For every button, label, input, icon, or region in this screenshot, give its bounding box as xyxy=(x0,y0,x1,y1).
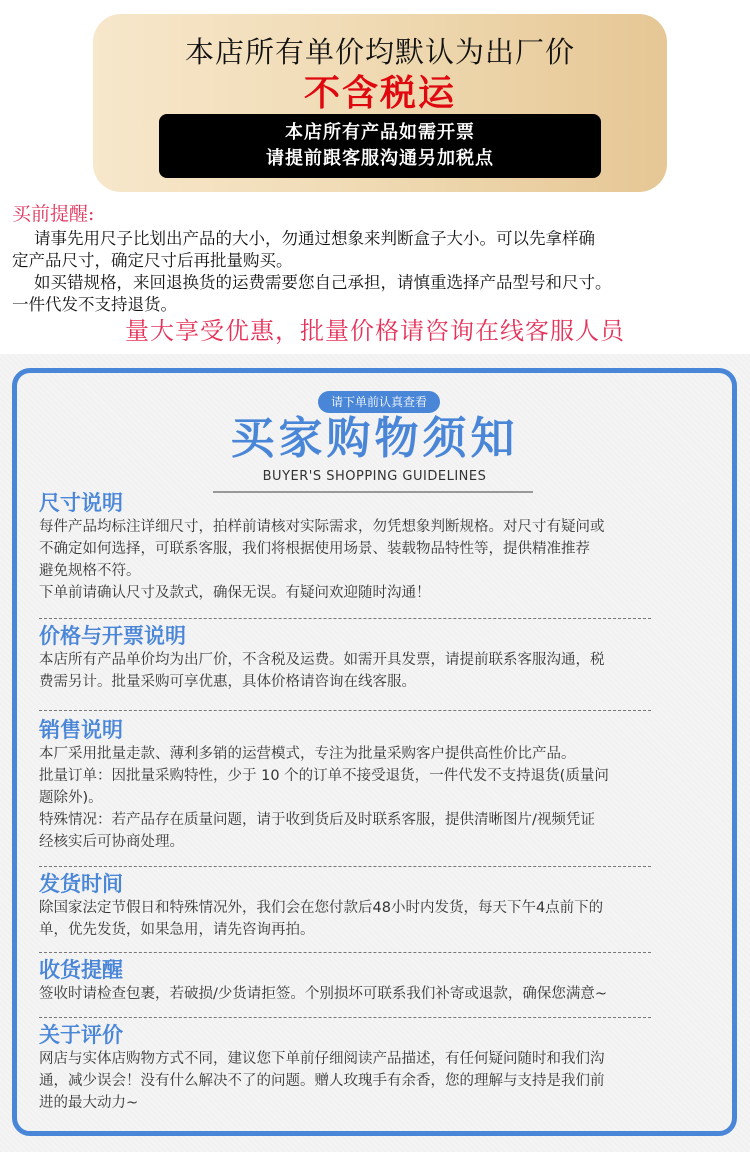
invoice-notice-box xyxy=(159,114,601,178)
section-title: 发货时间 xyxy=(39,872,123,896)
section-shipping-time xyxy=(39,871,729,941)
section-divider xyxy=(39,952,651,953)
read-before-order-pill: 请下单前认真查看 xyxy=(318,391,440,413)
section-line: 特殊情况：若产品存在质量问题，请于收到货后及时联系客服，提供清晰图片/视频凭证 xyxy=(39,812,595,828)
guidelines-subtitle: BUYER'S SHOPPING GUIDELINES xyxy=(262,469,487,484)
section-title: 尺寸说明 xyxy=(39,491,123,515)
section-receipt-reminder xyxy=(39,957,729,1005)
section-line: 经核实后可协商处理。 xyxy=(39,834,184,850)
section-line: 本厂采用批量走款、薄利多销的运营模式，专注为批量采购客户提供高性价比产品。 xyxy=(39,746,576,762)
reminder-text: 一件代发不支持退货。 xyxy=(12,295,177,314)
section-body xyxy=(39,516,729,604)
banner-headline: 本店所有单价均默认为出厂价 xyxy=(184,35,575,69)
section-body xyxy=(39,983,729,1005)
section-line: 每件产品均标注详细尺寸，拍样前请核对实际需求，勿凭想象判断规格。对尺寸有疑问或 xyxy=(39,519,605,535)
banner-tax-notice: 不含税运 xyxy=(303,73,456,114)
section-title: 价格与开票说明 xyxy=(39,624,186,648)
section-title: 关于评价 xyxy=(39,1023,123,1047)
section-line: 签收时请检查包裹，若破损/少货请拒签。个别损坏可联系我们补寄或退款，确保您满意~ xyxy=(39,986,608,1002)
reminder-text: 请事先用尺子比划出产品的大小，勿通过想象来判断盒子大小。可以先拿样确 xyxy=(34,229,595,248)
section-divider xyxy=(39,710,651,711)
section-reviews xyxy=(39,1022,729,1114)
section-line: 避免规格不符。 xyxy=(39,563,141,579)
invoice-notice-line2: 请提前跟客服沟通另加税点 xyxy=(266,148,494,169)
buyer-guidelines-panel xyxy=(12,368,737,1136)
reminder-paragraph-size xyxy=(12,228,742,272)
reminder-paragraph-return xyxy=(12,272,742,316)
section-title: 销售说明 xyxy=(39,718,123,742)
section-price-invoice xyxy=(39,623,729,693)
bulk-discount-promo: 量大享受优惠，批量价格请咨询在线客服人员 xyxy=(125,317,625,345)
price-notice-banner xyxy=(93,14,667,192)
section-line: 费需另计。批量采购可享优惠，具体价格请咨询在线客服。 xyxy=(39,674,416,690)
section-line: 网店与实体店购物方式不同，建议您下单前仔细阅读产品描述，有任何疑问随时和我们沟 xyxy=(39,1051,605,1067)
section-body xyxy=(39,1048,729,1114)
reminder-text: 如买错规格，来回退换货的运费需要您自己承担，请慎重选择产品型号和尺寸。 xyxy=(34,273,612,292)
section-line: 下单前请确认尺寸及款式，确保无误。有疑问欢迎随时沟通！ xyxy=(39,585,431,601)
section-line: 通，减少误会！没有什么解决不了的问题。赠人玫瑰手有余香，您的理解与支持是我们前 xyxy=(39,1073,605,1089)
section-body xyxy=(39,649,729,693)
section-divider xyxy=(39,1017,651,1018)
section-line: 除国家法定节假日和特殊情况外，我们会在您付款后48小时内发货，每天下午4点前下的 xyxy=(39,900,604,916)
section-line: 题除外)。 xyxy=(39,790,103,806)
section-line: 本店所有产品单价均为出厂价，不含税及运费。如需开具发票，请提前联系客服沟通，税 xyxy=(39,652,605,668)
section-line: 进的最大动力~ xyxy=(39,1095,139,1111)
section-sales xyxy=(39,717,729,853)
section-size xyxy=(39,490,729,604)
section-line: 批量订单：因批量采购特性，少于 10 个的订单不接受退货，一件代发不支持退货(质量问 xyxy=(39,768,609,784)
guidelines-title: 买家购物须知 xyxy=(230,413,519,464)
reminder-text: 定产品尺寸，确定尺寸后再批量购买。 xyxy=(12,251,293,270)
section-body xyxy=(39,743,729,853)
section-body xyxy=(39,897,729,941)
section-title: 收货提醒 xyxy=(39,958,123,982)
section-line: 单，优先发货，如果急用，请先咨询再拍。 xyxy=(39,922,315,938)
section-divider xyxy=(39,866,651,867)
invoice-notice-line1: 本店所有产品如需开票 xyxy=(285,122,475,143)
section-divider xyxy=(39,618,651,619)
reminder-title: 买前提醒: xyxy=(12,203,95,225)
section-line: 不确定如何选择，可联系客服，我们将根据使用场景、装载物品特性等，提供精准推荐 xyxy=(39,541,590,557)
